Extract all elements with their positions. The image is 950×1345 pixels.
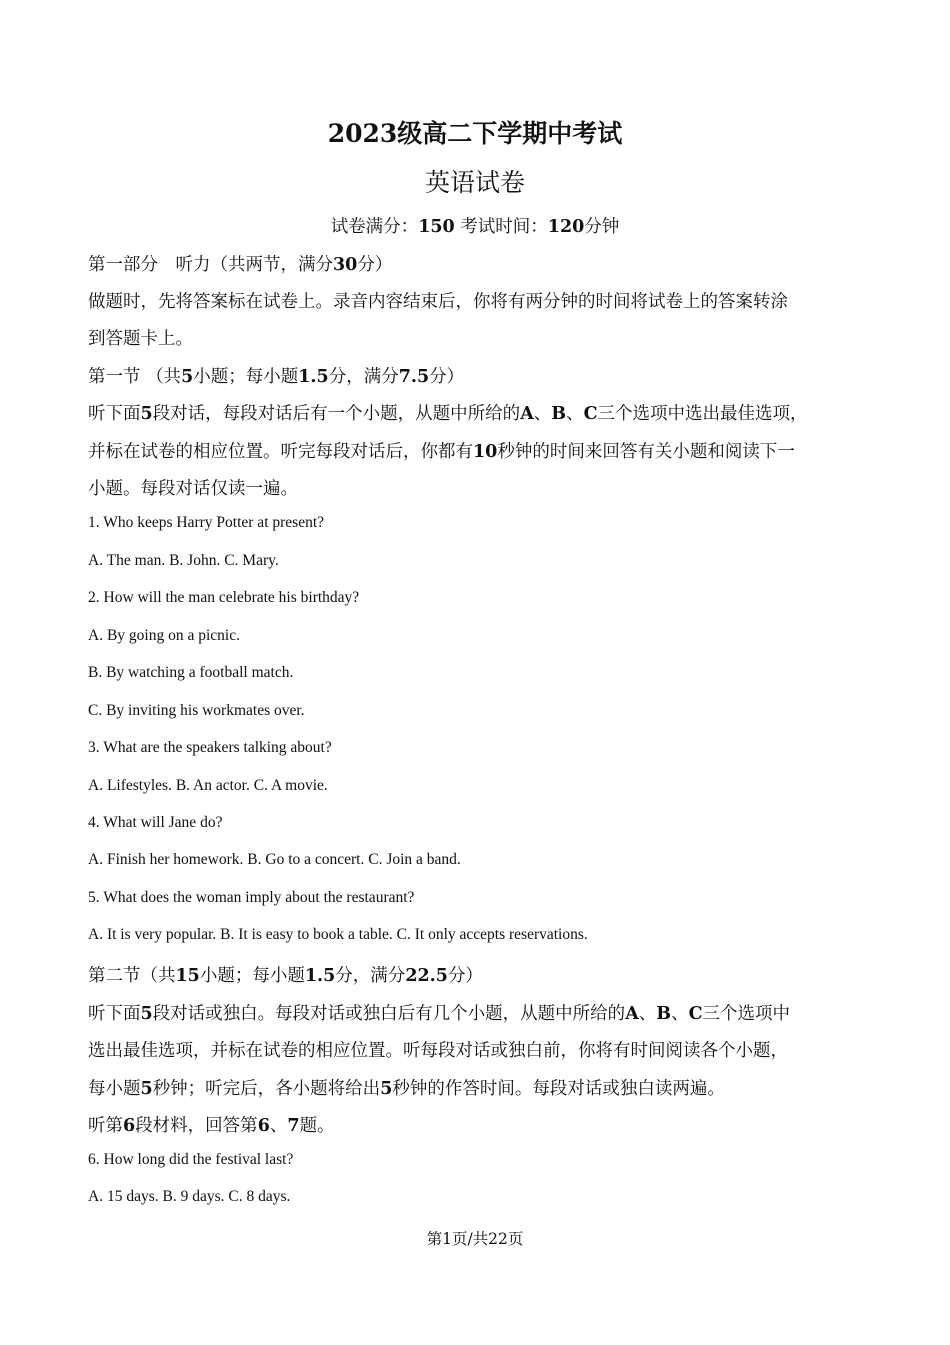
part1-instructions-line2: 到答题卡上。: [88, 329, 193, 349]
section2-instructions-line3: 每小题5秒钟；听完后，各小题将给出5秒钟的作答时间。每段对话或独白读两遍。: [88, 1079, 725, 1099]
section1-heading: 第一节 （共5小题；每小题1.5分，满分7.5分）: [88, 367, 465, 387]
question-6-options: A. 15 days. B. 9 days. C. 8 days.: [88, 1188, 291, 1205]
question-2-option-a: A. By going on a picnic.: [88, 627, 240, 644]
page-number: 第1页/共22页: [426, 1230, 524, 1248]
question-2: 2. How will the man celebrate his birthday?: [88, 589, 360, 606]
question-2-option-b: B. By watching a football match.: [88, 664, 294, 681]
section2-instructions-line2: 选出最佳选项，并标在试卷的相应位置。听每段对话或独白前，你将有时间阅读各个小题，: [88, 1041, 788, 1061]
exam-info: 试卷满分：150 考试时间：120分钟: [330, 217, 620, 237]
part1-instructions-line1: 做题时，先将答案标在试卷上。录音内容结束后，你将有两分钟的时间将试卷上的答案转涂: [88, 292, 788, 312]
section1-instructions-line3: 小题。每段对话仅读一遍。: [88, 479, 298, 499]
question-1: 1. Who keeps Harry Potter at present?: [88, 514, 325, 531]
question-4: 4. What will Jane do?: [88, 814, 223, 831]
section1-instructions-line1: 听下面5段对话，每段对话后有一个小题，从题中所给的A、B、C三个选项中选出最佳选项，: [88, 404, 808, 424]
question-5-options: A. It is very popular. B. It is easy to book a table. C. It only accepts reservations.: [88, 926, 588, 943]
question-5: 5. What does the woman imply about the restaurant?: [88, 889, 415, 906]
exam-subtitle: 英语试卷: [424, 168, 525, 197]
question-2-option-c: C. By inviting his workmates over.: [88, 702, 305, 719]
exam-title: 2023级高二下学期中考试: [327, 119, 623, 148]
question-3-options: A. Lifestyles. B. An actor. C. A movie.: [88, 777, 328, 794]
section1-instructions-line2: 并标在试卷的相应位置。听完每段对话后，你都有10秒钟的时间来回答有关小题和阅读下一: [88, 442, 795, 462]
question-6: 6. How long did the festival last?: [88, 1151, 294, 1168]
question-1-options: A. The man. B. John. C. Mary.: [88, 552, 279, 569]
section2-heading: 第二节（共15小题；每小题1.5分，满分22.5分）: [88, 966, 483, 986]
section2-instructions-line1: 听下面5段对话或独白。每段对话或独白后有几个小题，从题中所给的A、B、C三个选项中: [88, 1004, 790, 1024]
question-4-options: A. Finish her homework. B. Go to a concert. C. Join a band.: [88, 851, 461, 868]
question-3: 3. What are the speakers talking about?: [88, 739, 332, 756]
material-6-prompt: 听第6段材料，回答第6、7题。: [88, 1116, 335, 1136]
part1-heading: 第一部分 听力（共两节，满分30分）: [88, 255, 393, 275]
